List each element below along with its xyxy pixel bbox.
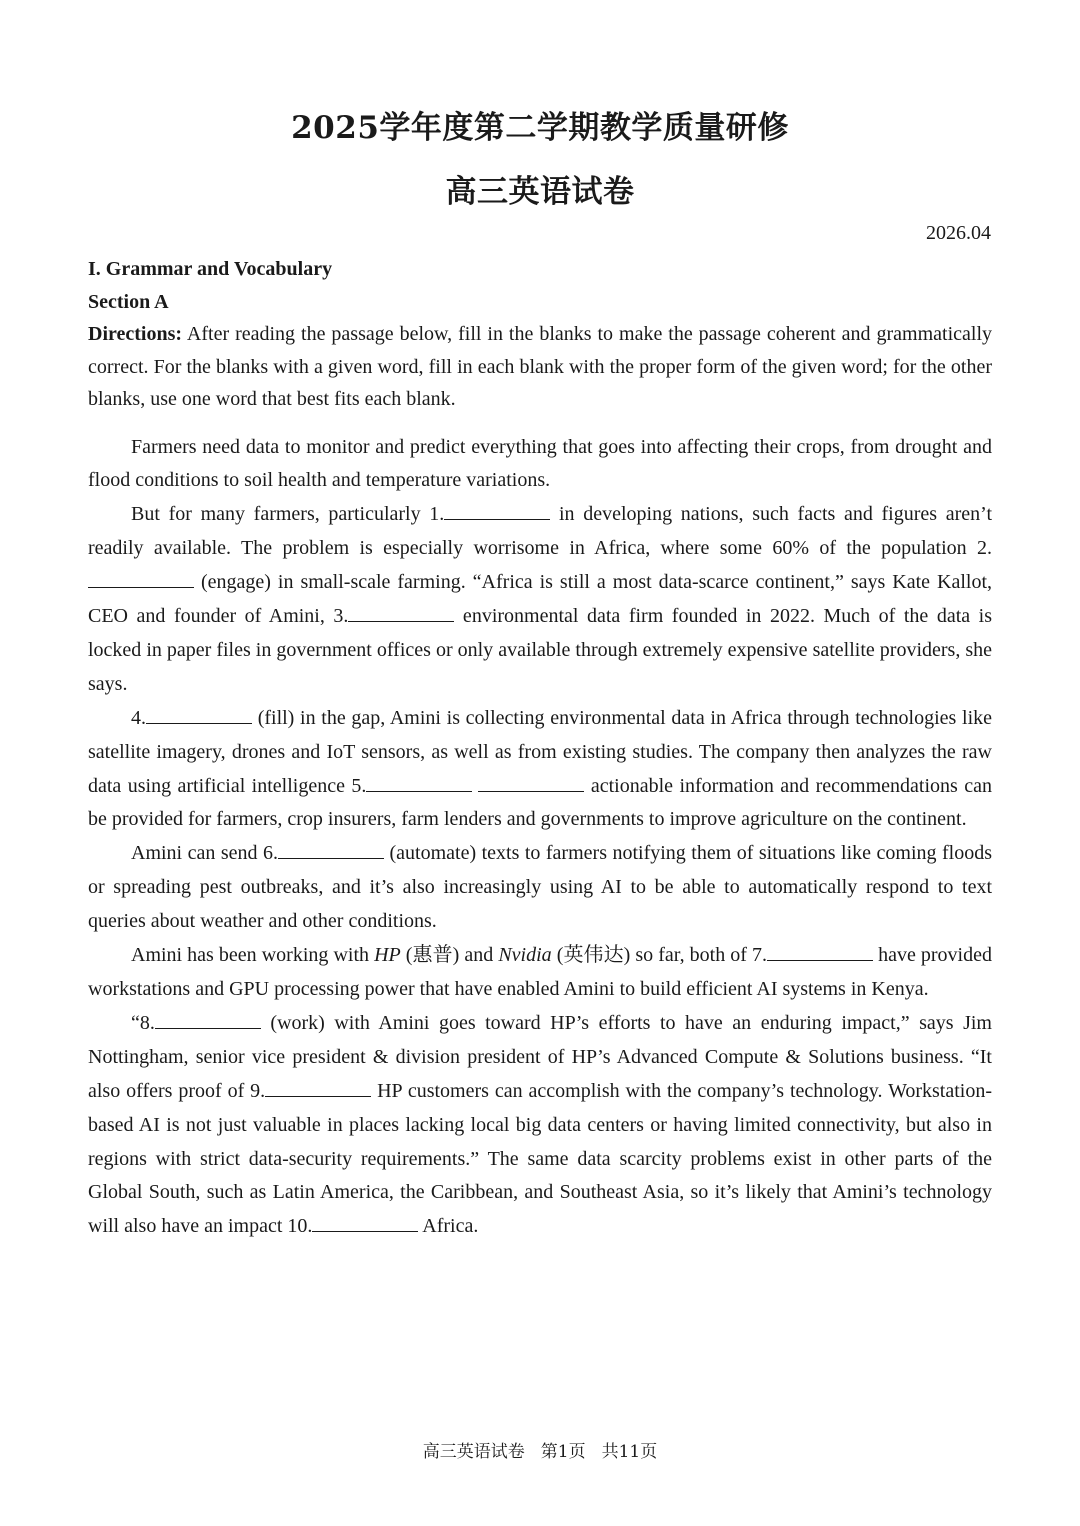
exam-subtitle: 高三英语试卷 [445,174,635,210]
exam-content [88,253,992,1244]
passage-paragraph-3 [88,702,992,838]
paragraph-text: (work) with Amini goes toward HP’s efforts to have an enduring impact,” says Jim Nottingham, senior vice president & division president of HP’s Advanced Compute & Solutions business. “It also offers proof of 9. [88,1011,992,1102]
blank-8[interactable] [155,1010,261,1029]
paragraph-text: Africa. [418,1215,479,1238]
passage-paragraph-1: Farmers need data to monitor and predict everything that goes into affecting their crops, from drought and flood conditions to soil health and temperature variations. [88,435,992,492]
paragraph-text: (惠普) and [400,944,499,967]
blank-7[interactable] [767,942,873,961]
paragraph-text: Amini has been working with [131,944,375,967]
passage [88,431,992,1245]
blank-2[interactable] [88,569,194,588]
paragraph-text: HP customers can accomplish with the company’s technology. Workstation-based AI is not just valuable in places lacking local big data centers or having limited connectivity, but also in regions with strict data-security requirements.” The same data scarcity problems exist in other parts of the Global South, such as Latin America, the Caribbean, and Southeast Asia, so it’s likely that Amini’s technology will also have an impact 10. [88,1079,992,1238]
paragraph-text: 4. [131,706,146,729]
exam-title: 2025学年度第二学期教学质量研修 [291,110,789,146]
paragraph-text: (英伟达) so far, both of 7. [551,944,768,967]
passage-paragraph-6 [88,1007,992,1244]
footer-subject: 高三英语试卷 [422,1442,525,1462]
passage-paragraph-2 [88,498,992,701]
blank-5a[interactable] [366,773,472,792]
blank-6[interactable] [278,840,384,859]
directions-label: Directions: [88,323,183,345]
paragraph-text: actionable information and recommendations can be provided for farmers, crop insurers, farm lenders and governments to improve agriculture on the continent. [88,774,992,831]
paragraph-text: in developing nations, such facts and figures aren’t readily available. The problem is especially worrisome in Africa, where some 60% of the population 2. [88,503,993,560]
paragraph-text: Amini can send 6. [131,842,278,865]
footer-page-number: 第1页 [540,1442,586,1462]
paragraph-text: “8. [131,1011,155,1034]
directions [88,318,992,416]
blank-3[interactable] [348,603,454,622]
passage-paragraph-4 [88,837,992,939]
exam-date: 2026.04 [926,222,991,244]
section-heading: Section A [88,290,169,313]
blank-10[interactable] [312,1213,418,1232]
page-footer [0,1437,1080,1462]
directions-text: After reading the passage below, fill in the blanks to make the passage coherent and grammatically correct. For the blanks with a given word, fill in each blank with the proper form of the given word; for the other blanks, use one word that best fits each blank. [88,323,992,410]
company-name-hp: HP [374,944,401,967]
blank-5b[interactable] [478,773,584,792]
paragraph-text: (fill) in the gap, Amini is collecting environmental data in Africa through technologies like satellite imagery, drones and IoT sensors, as well as from existing studies. The company then analyzes the raw data using artificial intelligence 5. [88,706,992,797]
company-name-nvidia: Nvidia [498,944,552,967]
passage-paragraph-5 [88,939,992,1007]
paragraph-text: (engage) in small-scale farming. “Africa is still a most data-scarce continent,” says Kate Kallot, CEO and founder of Amini, 3. [88,571,992,628]
blank-1[interactable] [444,501,550,520]
part-heading: I. Grammar and Vocabulary [88,258,333,280]
paragraph-text: have provided workstations and GPU processing power that have enabled Amini to build efficient AI systems in Kenya. [88,944,992,1000]
blank-9[interactable] [265,1078,371,1097]
paragraph-text: But for many farmers, particularly 1. [131,503,445,526]
paragraph-text: (automate) texts to farmers notifying them of situations like coming floods or spreading pest outbreaks, and it’s also increasingly using AI to be able to automatically respond to text queries about weather and other conditions. [88,842,993,933]
footer-total-pages: 共11页 [601,1442,658,1462]
paragraph-text: environmental data firm founded in 2022. Much of the data is locked in paper files in government offices or only available through extremely expensive satellite providers, she says. [88,605,992,695]
blank-4[interactable] [146,705,252,724]
